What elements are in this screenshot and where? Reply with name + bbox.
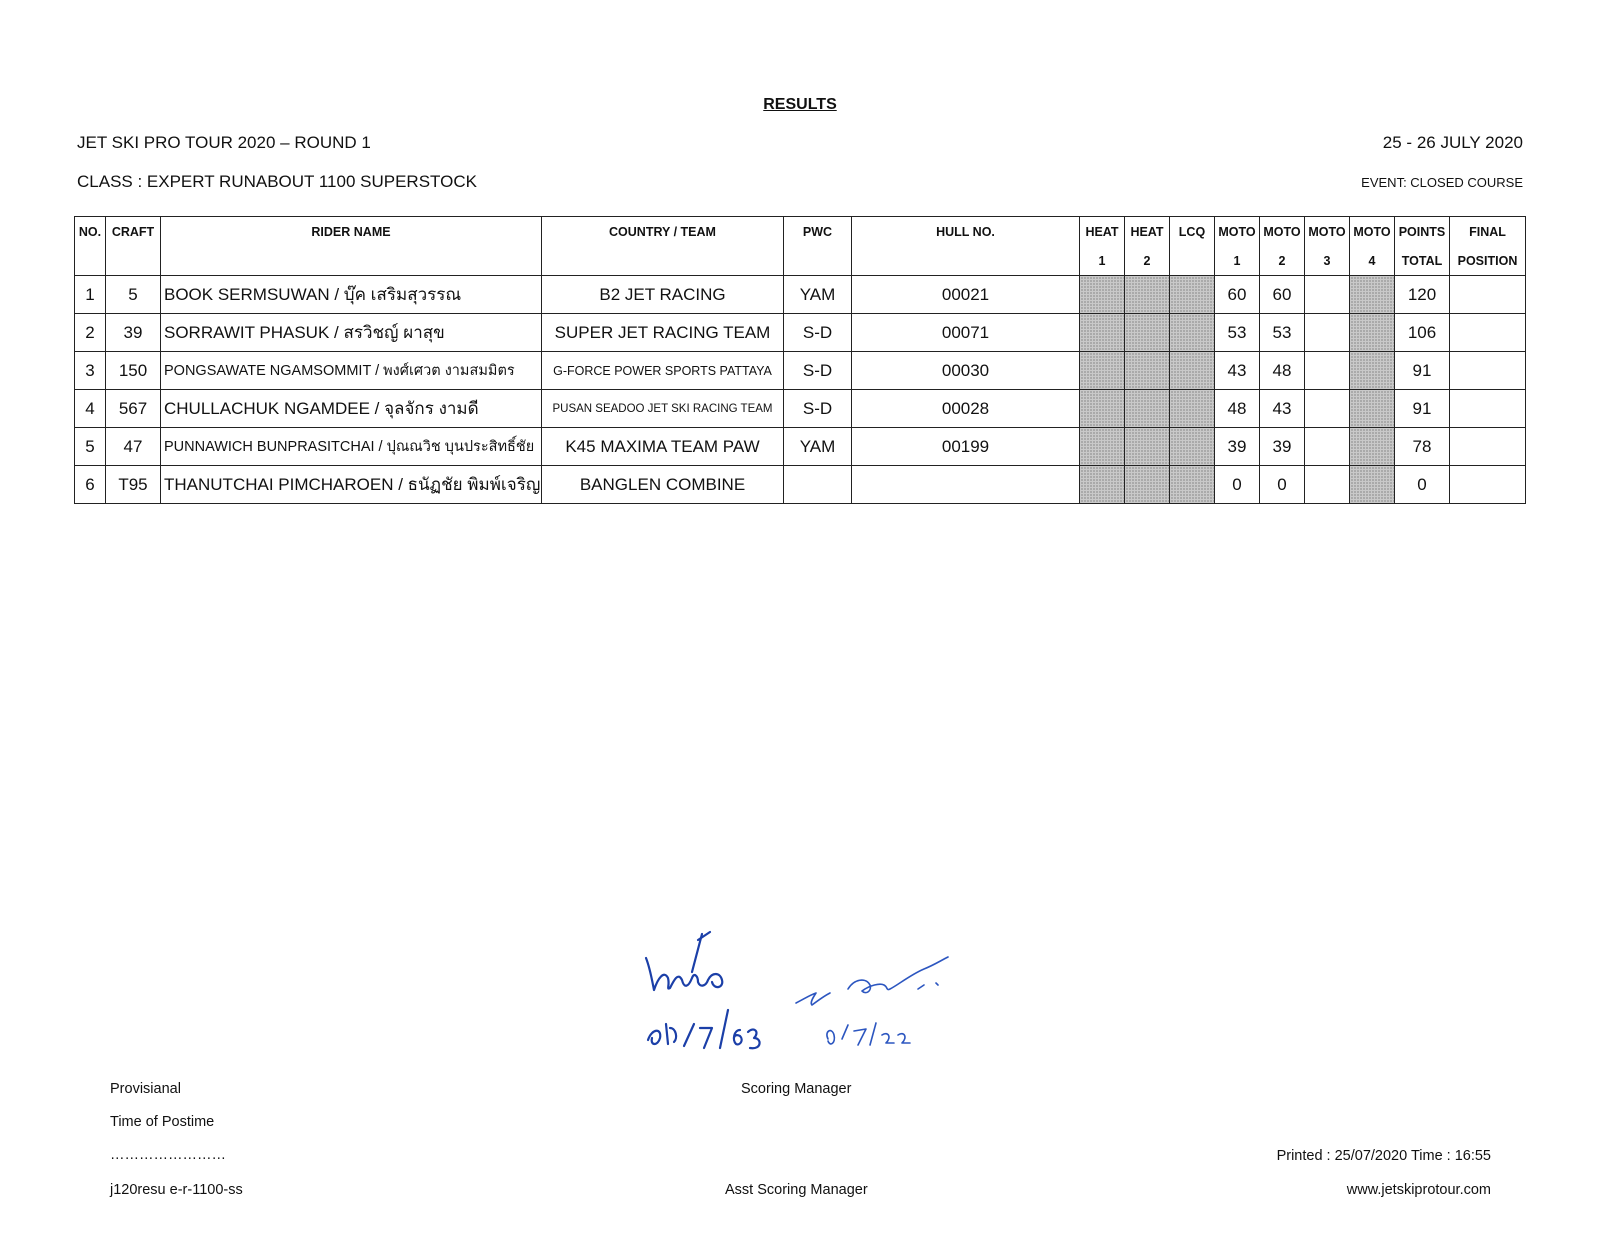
header-pwc-blank — [784, 246, 852, 276]
cell-team: K45 MAXIMA TEAM PAW — [542, 428, 784, 466]
header-pwc: PWC — [784, 217, 852, 247]
cell-pwc: YAM — [784, 276, 852, 314]
cell-pwc: S-D — [784, 314, 852, 352]
document-title: RESULTS — [763, 96, 837, 113]
cell-lcq — [1170, 314, 1215, 352]
table-row — [75, 390, 1526, 428]
cell-no: 3 — [75, 352, 106, 390]
cell-heat1 — [1080, 390, 1125, 428]
cell-team: G-FORCE POWER SPORTS PATTAYA — [542, 352, 784, 390]
cell-pwc: S-D — [784, 352, 852, 390]
cell-team: PUSAN SEADOO JET SKI RACING TEAM — [542, 390, 784, 428]
header-no: NO. — [75, 217, 106, 247]
cell-hull: 00030 — [852, 352, 1080, 390]
event-type: EVENT: CLOSED COURSE — [1361, 175, 1523, 190]
cell-no: 6 — [75, 466, 106, 504]
cell-lcq — [1170, 352, 1215, 390]
cell-craft: 47 — [106, 428, 161, 466]
event-name: JET SKI PRO TOUR 2020 – ROUND 1 — [77, 133, 371, 152]
header-moto1: MOTO — [1215, 217, 1260, 247]
header-craft-blank — [106, 246, 161, 276]
header-final: FINAL — [1450, 217, 1526, 247]
header-points-total: TOTAL — [1395, 246, 1450, 276]
cell-moto3 — [1305, 314, 1350, 352]
header-hull-blank — [852, 246, 1080, 276]
header-final-position: POSITION — [1450, 246, 1526, 276]
header-team-blank — [542, 246, 784, 276]
header-row-bottom — [75, 246, 1526, 276]
cell-team: SUPER JET RACING TEAM — [542, 314, 784, 352]
header-points: POINTS — [1395, 217, 1450, 247]
cell-moto4 — [1350, 276, 1395, 314]
cell-moto4 — [1350, 352, 1395, 390]
cell-heat2 — [1125, 390, 1170, 428]
cell-team: BANGLEN COMBINE — [542, 466, 784, 504]
cell-moto4 — [1350, 428, 1395, 466]
signature-scoring-manager — [640, 928, 780, 1068]
footer-dotted-line: …………………… — [110, 1147, 226, 1163]
cell-heat2 — [1125, 466, 1170, 504]
cell-moto4 — [1350, 390, 1395, 428]
header-country-team: COUNTRY / TEAM — [542, 217, 784, 247]
cell-heat1 — [1080, 352, 1125, 390]
header-moto2-number: 2 — [1260, 246, 1305, 276]
cell-moto4 — [1350, 466, 1395, 504]
header-moto1-number: 1 — [1215, 246, 1260, 276]
cell-pwc: S-D — [784, 390, 852, 428]
header-hull-no: HULL NO. — [852, 217, 1080, 247]
cell-points-total: 120 — [1395, 276, 1450, 314]
event-dates: 25 - 26 JULY 2020 — [1382, 133, 1523, 152]
cell-final-position — [1450, 466, 1526, 504]
cell-lcq — [1170, 466, 1215, 504]
cell-final-position — [1450, 314, 1526, 352]
cell-rider-name: BOOK SERMSUWAN / บุ๊ค เสริมสุวรรณ — [161, 276, 542, 314]
cell-rider-name: PUNNAWICH BUNPRASITCHAI / ปุณณวิช บุนประสิทธิ์ชัย — [161, 428, 542, 466]
cell-final-position — [1450, 276, 1526, 314]
cell-moto3 — [1305, 352, 1350, 390]
class-line: CLASS : EXPERT RUNABOUT 1100 SUPERSTOCK — [77, 172, 477, 191]
cell-hull: 00021 — [852, 276, 1080, 314]
cell-moto1: 60 — [1215, 276, 1260, 314]
printed-timestamp: Printed : 25/07/2020 Time : 16:55 — [1276, 1148, 1491, 1164]
cell-moto2: 43 — [1260, 390, 1305, 428]
cell-moto3 — [1305, 390, 1350, 428]
cell-moto4 — [1350, 314, 1395, 352]
cell-points-total: 0 — [1395, 466, 1450, 504]
cell-craft: 5 — [106, 276, 161, 314]
cell-lcq — [1170, 276, 1215, 314]
results-table — [74, 216, 1526, 504]
footer-time-of-postime: Time of Postime — [110, 1114, 215, 1130]
header-moto3: MOTO — [1305, 217, 1350, 247]
header-moto4: MOTO — [1350, 217, 1395, 247]
cell-heat1 — [1080, 314, 1125, 352]
cell-points-total: 78 — [1395, 428, 1450, 466]
header-moto3-number: 3 — [1305, 246, 1350, 276]
cell-craft: 39 — [106, 314, 161, 352]
header-moto4-number: 4 — [1350, 246, 1395, 276]
header-rider-name: RIDER NAME — [161, 217, 542, 247]
cell-moto3 — [1305, 466, 1350, 504]
header-heat2: HEAT — [1125, 217, 1170, 247]
header-lcq: LCQ — [1170, 217, 1215, 247]
cell-moto1: 0 — [1215, 466, 1260, 504]
cell-rider-name: PONGSAWATE NGAMSOMMIT / พงศ์เศวต งามสมมิตร — [161, 352, 542, 390]
scoring-manager-label: Scoring Manager — [741, 1081, 852, 1097]
cell-moto1: 43 — [1215, 352, 1260, 390]
cell-heat2 — [1125, 314, 1170, 352]
cell-lcq — [1170, 390, 1215, 428]
footer-document-code: j120resu e-r-1100-ss — [110, 1182, 243, 1198]
table-row — [75, 276, 1526, 314]
cell-pwc — [784, 466, 852, 504]
cell-craft: 150 — [106, 352, 161, 390]
footer-provisional: Provisianal — [110, 1081, 181, 1097]
asst-scoring-manager-label: Asst Scoring Manager — [725, 1182, 868, 1198]
cell-points-total: 91 — [1395, 390, 1450, 428]
cell-heat1 — [1080, 428, 1125, 466]
cell-rider-name: SORRAWIT PHASUK / สรวิชญ์ ผาสุข — [161, 314, 542, 352]
cell-hull: 00199 — [852, 428, 1080, 466]
header-heat2-number: 2 — [1125, 246, 1170, 276]
cell-heat2 — [1125, 276, 1170, 314]
table-row — [75, 314, 1526, 352]
cell-moto2: 48 — [1260, 352, 1305, 390]
cell-no: 2 — [75, 314, 106, 352]
table-row — [75, 466, 1526, 504]
cell-rider-name: CHULLACHUK NGAMDEE / จุลจักร งามดี — [161, 390, 542, 428]
cell-lcq — [1170, 428, 1215, 466]
header-heat1: HEAT — [1080, 217, 1125, 247]
cell-no: 5 — [75, 428, 106, 466]
cell-craft: 567 — [106, 390, 161, 428]
cell-moto2: 60 — [1260, 276, 1305, 314]
cell-craft: T95 — [106, 466, 161, 504]
cell-pwc: YAM — [784, 428, 852, 466]
header-craft: CRAFT — [106, 217, 161, 247]
cell-rider-name: THANUTCHAI PIMCHAROEN / ธนัฏชัย พิมพ์เจริญ — [161, 466, 542, 504]
cell-points-total: 91 — [1395, 352, 1450, 390]
cell-points-total: 106 — [1395, 314, 1450, 352]
cell-heat1 — [1080, 466, 1125, 504]
header-row-top — [75, 217, 1526, 247]
cell-moto2: 53 — [1260, 314, 1305, 352]
cell-moto2: 39 — [1260, 428, 1305, 466]
header-lcq-blank — [1170, 246, 1215, 276]
cell-moto1: 48 — [1215, 390, 1260, 428]
cell-moto2: 0 — [1260, 466, 1305, 504]
cell-heat2 — [1125, 428, 1170, 466]
signature-asst-scoring-manager — [790, 955, 960, 1060]
cell-moto3 — [1305, 428, 1350, 466]
cell-moto1: 39 — [1215, 428, 1260, 466]
header-no-blank — [75, 246, 106, 276]
cell-hull — [852, 466, 1080, 504]
cell-heat2 — [1125, 352, 1170, 390]
cell-final-position — [1450, 428, 1526, 466]
cell-team: B2 JET RACING — [542, 276, 784, 314]
table-row — [75, 352, 1526, 390]
website-link[interactable]: www.jetskiprotour.com — [1346, 1182, 1491, 1198]
cell-no: 1 — [75, 276, 106, 314]
table-row — [75, 428, 1526, 466]
header-heat1-number: 1 — [1080, 246, 1125, 276]
cell-hull: 00071 — [852, 314, 1080, 352]
header-moto2: MOTO — [1260, 217, 1305, 247]
cell-moto3 — [1305, 276, 1350, 314]
header-rider-blank — [161, 246, 542, 276]
cell-hull: 00028 — [852, 390, 1080, 428]
cell-heat1 — [1080, 276, 1125, 314]
cell-final-position — [1450, 390, 1526, 428]
cell-no: 4 — [75, 390, 106, 428]
cell-final-position — [1450, 352, 1526, 390]
cell-moto1: 53 — [1215, 314, 1260, 352]
